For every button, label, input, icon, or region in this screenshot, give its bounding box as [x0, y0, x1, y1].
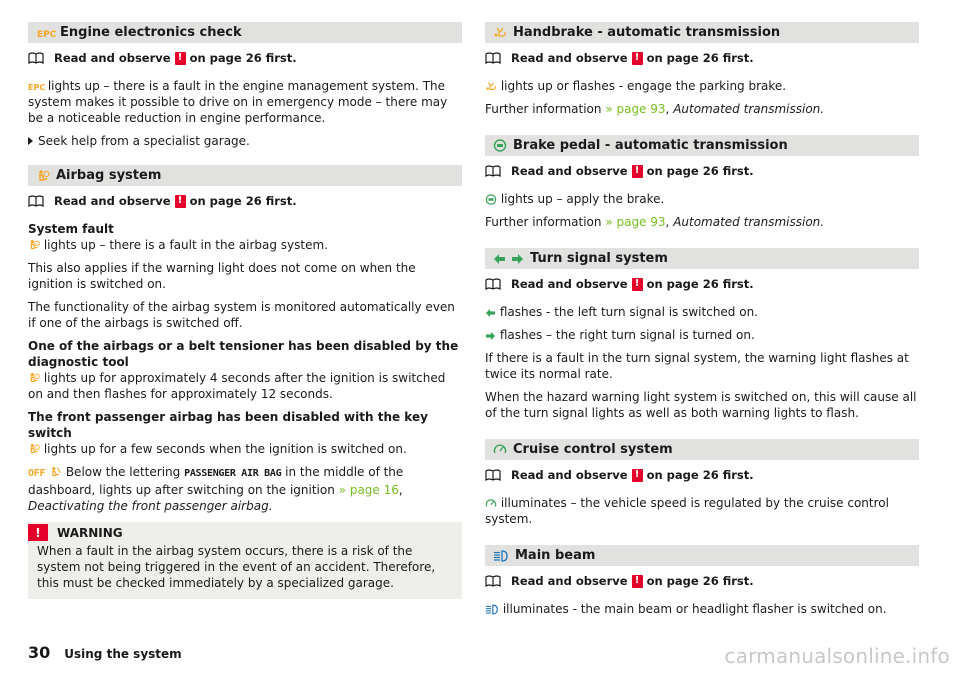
step-arrow-icon: [28, 137, 33, 145]
section-header: [485, 439, 919, 460]
read-observe-note: Read and observe ! on page 26 first.: [28, 194, 462, 208]
subheading: System fault: [28, 222, 114, 236]
read-observe-note: Read and observe ! on page 26 first.: [28, 51, 462, 65]
book-icon: [485, 469, 501, 481]
page-link[interactable]: » page 93: [605, 102, 666, 116]
section-title: Engine electronics check: [60, 25, 242, 40]
airbag-icon: [28, 443, 40, 455]
book-icon: [28, 195, 44, 207]
book-icon: [28, 52, 44, 64]
warning-mark-icon: !: [175, 195, 186, 208]
epc-icon: [36, 27, 57, 40]
book-icon: [485, 278, 501, 290]
section-main-beam: [485, 545, 919, 617]
paragraph: lights up or flashes - engage the parking brake.: [485, 78, 919, 94]
page-link[interactable]: » page 93: [605, 215, 666, 229]
svg-text:EPC: EPC: [28, 83, 46, 92]
subheading: One of the airbags or a belt tensioner has been disabled by the diagnostic tool: [28, 339, 459, 369]
warning-mark-icon: !: [632, 165, 643, 178]
section-title: Handbrake - automatic transmission: [513, 25, 781, 40]
section-engine-electronics: [28, 22, 462, 149]
warning-mark-icon: !: [632, 278, 643, 291]
epc-icon: [28, 81, 44, 92]
warning-mark-icon: !: [175, 52, 186, 65]
read-observe-note: Read and observe ! on page 26 first.: [485, 277, 919, 291]
airbag-icon: [28, 239, 40, 251]
section-header: [485, 545, 919, 566]
paragraph: OFF Below the lettering PASSENGER AIR BAG in the middle of the dashboard, lights up after switching on the ignition » page 16, Deactivating the front passenger airbag.: [28, 465, 404, 513]
section-turn-signal: [485, 248, 919, 421]
airbag-off-icon: OFF: [28, 468, 46, 479]
paragraph: EPC lights up – there is a fault in the engine management system. The system makes it possible to drive on in emergency mode – there may be a noticeable reduction in engine performance.: [28, 79, 448, 125]
section-header: [485, 22, 919, 43]
passenger-airbag-off-icon: [49, 466, 62, 478]
book-icon: [485, 165, 501, 177]
section-title: Brake pedal - automatic transmission: [513, 138, 788, 153]
section-title: Cruise control system: [513, 442, 673, 457]
warning-box: [28, 522, 462, 599]
paragraph: lights up – apply the brake.: [485, 191, 919, 207]
left-turn-signal-icon: [493, 253, 506, 265]
paragraph: flashes – the right turn signal is turned on.: [485, 327, 919, 343]
section-airbag-system: [28, 165, 462, 599]
warning-mark-icon: !: [632, 469, 643, 482]
paragraph: Further information » page 93, Automated transmission.: [485, 102, 825, 116]
paragraph: If there is a fault in the turn signal system, the warning light flashes at twice its normal rate.: [485, 351, 909, 381]
airbag-icon: [36, 169, 50, 183]
read-observe-note: Read and observe ! on page 26 first.: [485, 574, 919, 588]
parking-brake-icon: [485, 81, 497, 92]
section-header: [485, 248, 919, 269]
subheading: The front passenger airbag has been disabled with the key switch: [28, 410, 428, 440]
paragraph: Further information » page 93, Automated transmission.: [485, 215, 825, 229]
book-icon: [485, 575, 501, 587]
paragraph: lights up for approximately 4 seconds after the ignition is switched on and then flashes for approximately 12 seconds.: [28, 371, 446, 401]
watermark: carmanualsonline.info: [724, 644, 950, 668]
main-beam-icon: [493, 550, 509, 562]
warning-mark-icon: !: [632, 52, 643, 65]
brake-pedal-icon: [485, 194, 497, 205]
cruise-control-icon: [485, 498, 497, 509]
paragraph: This also applies if the warning light does not come on when the ignition is switched on.: [28, 261, 416, 291]
read-observe-note: Read and observe ! on page 26 first.: [485, 51, 919, 65]
right-turn-signal-icon: [511, 253, 524, 265]
paragraph: illuminates - the main beam or headlight flasher is switched on.: [485, 601, 919, 617]
brake-pedal-icon: [493, 139, 507, 152]
airbag-icon: [28, 372, 40, 384]
read-observe-note: Read and observe ! on page 26 first.: [485, 468, 919, 482]
main-beam-icon: [485, 604, 499, 615]
warning-mark-icon: !: [28, 524, 48, 541]
parking-brake-icon: [493, 26, 507, 39]
warning-mark-icon: !: [632, 575, 643, 588]
section-header: [485, 135, 919, 156]
paragraph: When the hazard warning light system is switched on, this will cause all of the turn signal lights as well as both warning lights to flash.: [485, 390, 917, 420]
section-header: [28, 165, 462, 186]
warning-text: When a fault in the airbag system occurs, there is a risk of the system not being triggered in the event of an accident. Therefore, this must be checked immediately by a specialized garage.: [37, 544, 436, 590]
section-brake-pedal: [485, 135, 919, 230]
paragraph: flashes - the left turn signal is switched on.: [485, 304, 919, 320]
passenger-airbag-lettering: PASSENGER AIR BAG: [184, 468, 282, 479]
section-header: [28, 22, 462, 43]
right-column: [485, 22, 919, 632]
page-footer: [28, 643, 182, 662]
section-title: Turn signal system: [530, 251, 668, 266]
section-cruise-control: [485, 439, 919, 527]
step-item: Seek help from a specialist garage.: [28, 133, 462, 149]
paragraph: illuminates – the vehicle speed is regulated by the cruise control system.: [485, 496, 889, 526]
cruise-control-icon: [493, 443, 507, 456]
read-observe-note: Read and observe ! on page 26 first.: [485, 164, 919, 178]
paragraph: lights up for a few seconds when the ignition is switched on.: [28, 441, 462, 457]
left-column: [28, 22, 462, 614]
paragraph: The functionality of the airbag system is monitored automatically even if one of the airbags is switched off.: [28, 300, 455, 330]
page-link[interactable]: » page 16: [338, 483, 399, 497]
warning-header: ! WARNING: [28, 522, 462, 541]
svg-text:EPC: EPC: [37, 29, 57, 40]
section-title: Main beam: [515, 548, 596, 563]
paragraph: lights up – there is a fault in the airbag system.: [28, 237, 462, 253]
section-title: Airbag system: [56, 168, 162, 183]
section-handbrake: [485, 22, 919, 117]
chapter-title: Using the system: [64, 647, 182, 661]
left-turn-signal-icon: [485, 308, 496, 318]
book-icon: [485, 52, 501, 64]
page-number: 30: [28, 643, 51, 662]
right-turn-signal-icon: [485, 331, 496, 341]
